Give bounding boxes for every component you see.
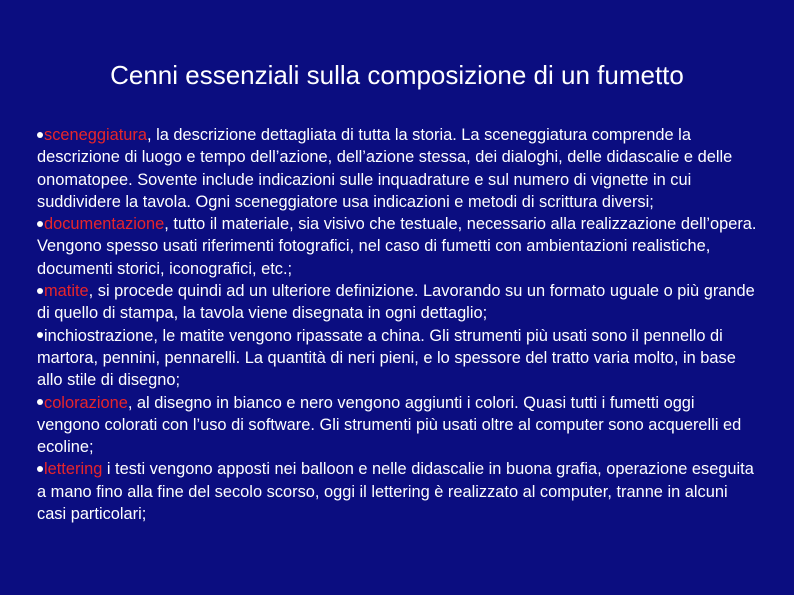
list-item-lettering xyxy=(37,458,759,525)
bullet-icon xyxy=(37,132,43,138)
bullet-icon xyxy=(37,288,43,294)
list-item-matite xyxy=(37,280,759,325)
slide-title: Cenni essenziali sulla composizione di un fumetto xyxy=(110,60,684,90)
list-item-documentazione xyxy=(37,213,759,280)
slide-body xyxy=(37,124,759,525)
term-label: sceneggiatura xyxy=(44,126,147,144)
bullet-icon xyxy=(37,466,43,472)
list-item-sceneggiatura xyxy=(37,124,759,213)
item-text: , si procede quindi ad un ulteriore definizione. Lavorando su un formato uguale o più grande di quello di stampa, la tavola viene disegnata in ogni dettaglio; xyxy=(37,282,755,323)
term-label: colorazione xyxy=(44,393,128,412)
term-label: matite xyxy=(44,282,89,301)
bullet-icon xyxy=(37,332,43,338)
item-text: , la descrizione dettagliata di tutta la storia. La sceneggiatura comprende la descrizione di luogo e tempo dell’azione, dell’azione stessa, dei dialoghi, delle didascalie e delle onomatopee. Sovente include indicazioni sulle inquadrature e sul numero di vignette in cui suddividere la tavola. Ogni sceneggiatore usa indicazioni e metodi di scrittura diversi; xyxy=(37,126,733,211)
term-label: lettering xyxy=(44,460,103,479)
bullet-icon xyxy=(37,399,43,405)
item-text: i testi vengono apposti nei balloon e nelle didascalie in buona grafia, operazione eseguita a mano fino alla fine del secolo scorso, oggi il lettering è realizzato al computer, tranne in alcuni casi particolari; xyxy=(37,460,754,524)
item-text: , tutto il materiale, sia visivo che testuale, necessario alla realizzazione dell’opera. Vengono spesso usati riferimenti fotografici, nel caso di fumetti con ambientazioni realistiche, documenti storici, iconografici, etc.; xyxy=(37,215,757,278)
item-text: , al disegno in bianco e nero vengono aggiunti i colori. Quasi tutti i fumetti oggi vengono colorati con l’uso di software. Gli strumenti più usati oltre al computer sono acquerelli ed ecoline; xyxy=(37,393,742,457)
item-text: inchiostrazione, le matite vengono ripassate a china. Gli strumenti più usati sono il pennello di martora, pennini, pennarelli. La quantità di neri pieni, e lo spessore del tratto varia molto, in base allo stile di disegno; xyxy=(37,326,736,390)
bullet-icon xyxy=(37,221,43,227)
term-label: documentazione xyxy=(44,215,165,234)
list-item-colorazione xyxy=(37,392,759,459)
list-item-inchiostrazione xyxy=(37,325,759,392)
